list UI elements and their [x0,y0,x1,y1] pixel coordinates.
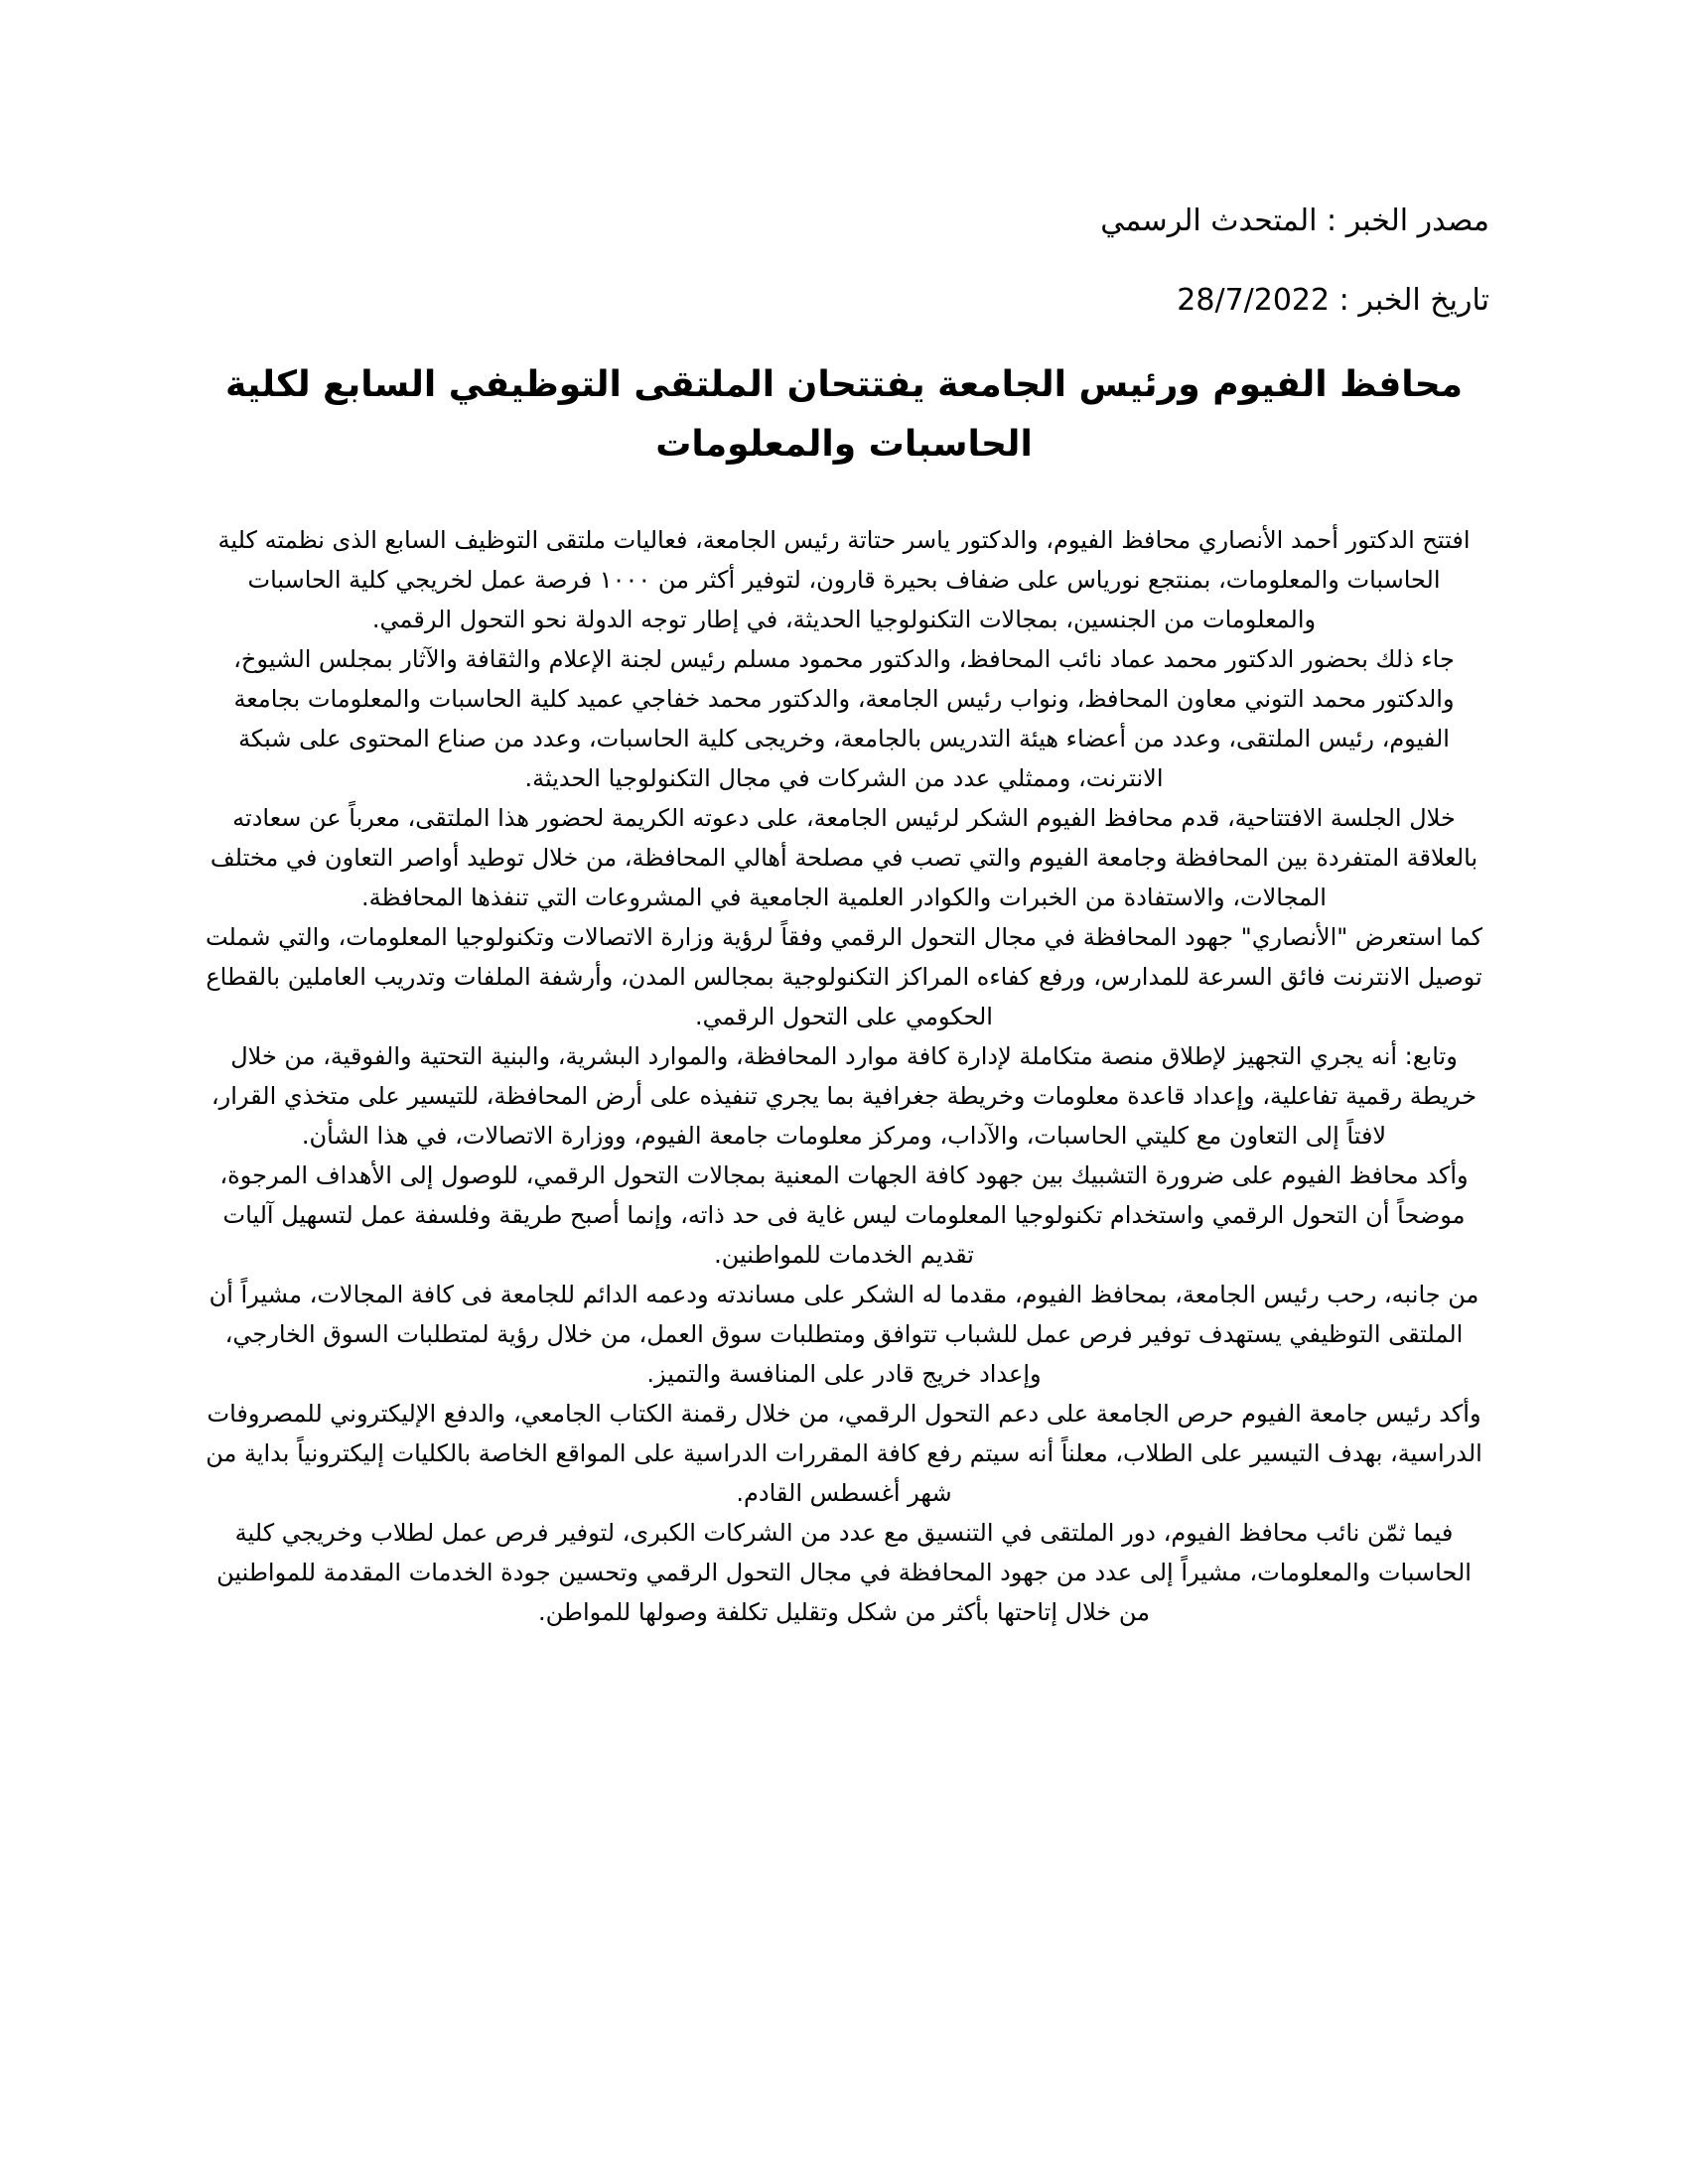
article-paragraph-8: وأكد رئيس جامعة الفيوم حرص الجامعة على دعم التحول الرقمي، من خلال رقمنة الكتاب الجامعي، والدفع الإليكتروني للمصروفات الدراسية، بهدف التيسير على الطلاب، معلناً أنه سيتم رفع كافة المقررات الدراسية على المواقع الخاصة بالكليات إليكترونياً بداية من شهر أغسطس القادم. [206,1400,1482,1507]
article-paragraph-2: جاء ذلك بحضور الدكتور محمد عماد نائب المحافظ، والدكتور محمود مسلم رئيس لجنة الإعلام والثقافة والآثار بمجلس الشيوخ، والدكتور محمد التوني معاون المحافظ، ونواب رئيس الجامعة، والدكتور محمد خفاجي عميد كلية الحاسبات والمعلومات بجامعة الفيوم، رئيس الملتقى، وعدد من أعضاء هيئة التدريس بالجامعة، وخريجى كلية الحاسبات، وعدد من صناع المحتوى على شبكة الانترنت، وممثلي عدد من الشركات في مجال التكنولوجيا الحديثة. [233,645,1455,792]
article-paragraph-7: من جانبه، رحب رئيس الجامعة، بمحافظ الفيوم، مقدما له الشكر على مساندته ودعمه الدائم للجامعة فى كافة المجالات، مشيراً أن الملتقى التوظيفي يستهدف توفير فرص عمل للشباب تتوافق ومتطلبات سوق العمل، من خلال رؤية لمتطلبات السوق الخارجي، وإعداد خريج قادر على المنافسة والتميز. [209,1281,1479,1388]
article-paragraph-9: فيما ثمّن نائب محافظ الفيوم، دور الملتقى في التنسيق مع عدد من الشركات الكبرى، لتوفير فرص عمل لطلاب وخريجي كلية الحاسبات والمعلومات، مشيراً إلى عدد من جهود المحافظة في مجال التحول الرقمي وتحسين جودة الخدمات المقدمة للمواطنين من خلال إتاحتها بأكثر من شكل وتقليل تكلفة وصولها للمواطن. [216,1519,1472,1626]
article-paragraph-3: خلال الجلسة الافتتاحية، قدم محافظ الفيوم الشكر لرئيس الجامعة، على دعوته الكريمة لحضور هذا الملتقى، معرباً عن سعادته بالعلاقة المتفردة بين المحافظة وجامعة الفيوم والتي تصب في مصلحة أهالي المحافظة، من خلال توطيد أواصر التعاون في مختلف المجالات، والاستفادة من الخبرات والكوادر العلمية الجامعية في المشروعات التي تنفذها المحافظة. [210,804,1478,911]
news-date-label: تاريخ الخبر [1358,283,1489,318]
article-paragraph-6: وأكد محافظ الفيوم على ضرورة التشبيك بين جهود كافة الجهات المعنية بمجالات التحول الرقمي، للوصول إلى الأهداف المرجوة، موضحاً أن التحول الرقمي واستخدام تكنولوجيا المعلومات ليس غاية فى حد ذاته، وإنما أصبح طريقة وفلسفة عمل لتسهيل آليات تقديم الخدمات للمواطنين. [219,1161,1469,1269]
article-body [199,520,1489,1632]
news-source-separator: : [1317,204,1337,238]
news-article [199,0,1489,2184]
news-source-line [1100,202,1489,241]
article-paragraph-5: وتابع: أنه يجري التجهيز لإطلاق منصة متكاملة لإدارة كافة موارد المحافظة، والموارد البشرية، والبنية التحتية والفوقية، من خلال خريطة رقمية تفاعلية، وإعداد قاعدة معلومات وخريطة جغرافية بما يجري تنفيذه على أرض المحافظة، للتيسير على متخذي القرار، لافتاً إلى التعاون مع كليتي الحاسبات، والآداب، ومركز معلومات جامعة الفيوم، ووزارة الاتصالات، في هذا الشأن. [211,1042,1477,1150]
article-paragraph-4: كما استعرض "الأنصاري" جهود المحافظة في مجال التحول الرقمي وفقاً لرؤية وزارة الاتصالات وتكنولوجيا المعلومات، والتي شملت توصيل الانترنت فائق السرعة للمدارس، ورفع كفاءه المراكز التكنولوجية بمجالس المدن، وأرشفة الملفات وتدريب العاملين بالقطاع الحكومي على التحول الرقمي. [205,923,1483,1030]
news-date-line [1177,281,1489,321]
article-title: محافظ الفيوم ورئيس الجامعة يفتتحان الملتقى التوظيفي السابع لكلية الحاسبات والمعلومات [224,364,1464,465]
news-source-value: المتحدث الرسمي [1100,204,1318,238]
news-date-separator: : [1330,283,1349,318]
article-paragraph-1: افتتح الدكتور أحمد الأنصاري محافظ الفيوم، والدكتور ياسر حتاتة رئيس الجامعة، فعاليات ملتقى التوظيف السابع الذى نظمته كلية الحاسبات والمعلومات، بمنتجع نورياس على ضفاف بحيرة قارون، لتوفير أكثر من ١٠٠٠ فرصة عمل لخريجي كلية الحاسبات والمعلومات من الجنسين، بمجالات التكنولوجيا الحديثة، في إطار توجه الدولة نحو التحول الرقمي. [217,526,1471,633]
news-source-label: مصدر الخبر [1345,204,1489,238]
news-date-value: 28/7/2022 [1177,283,1331,318]
